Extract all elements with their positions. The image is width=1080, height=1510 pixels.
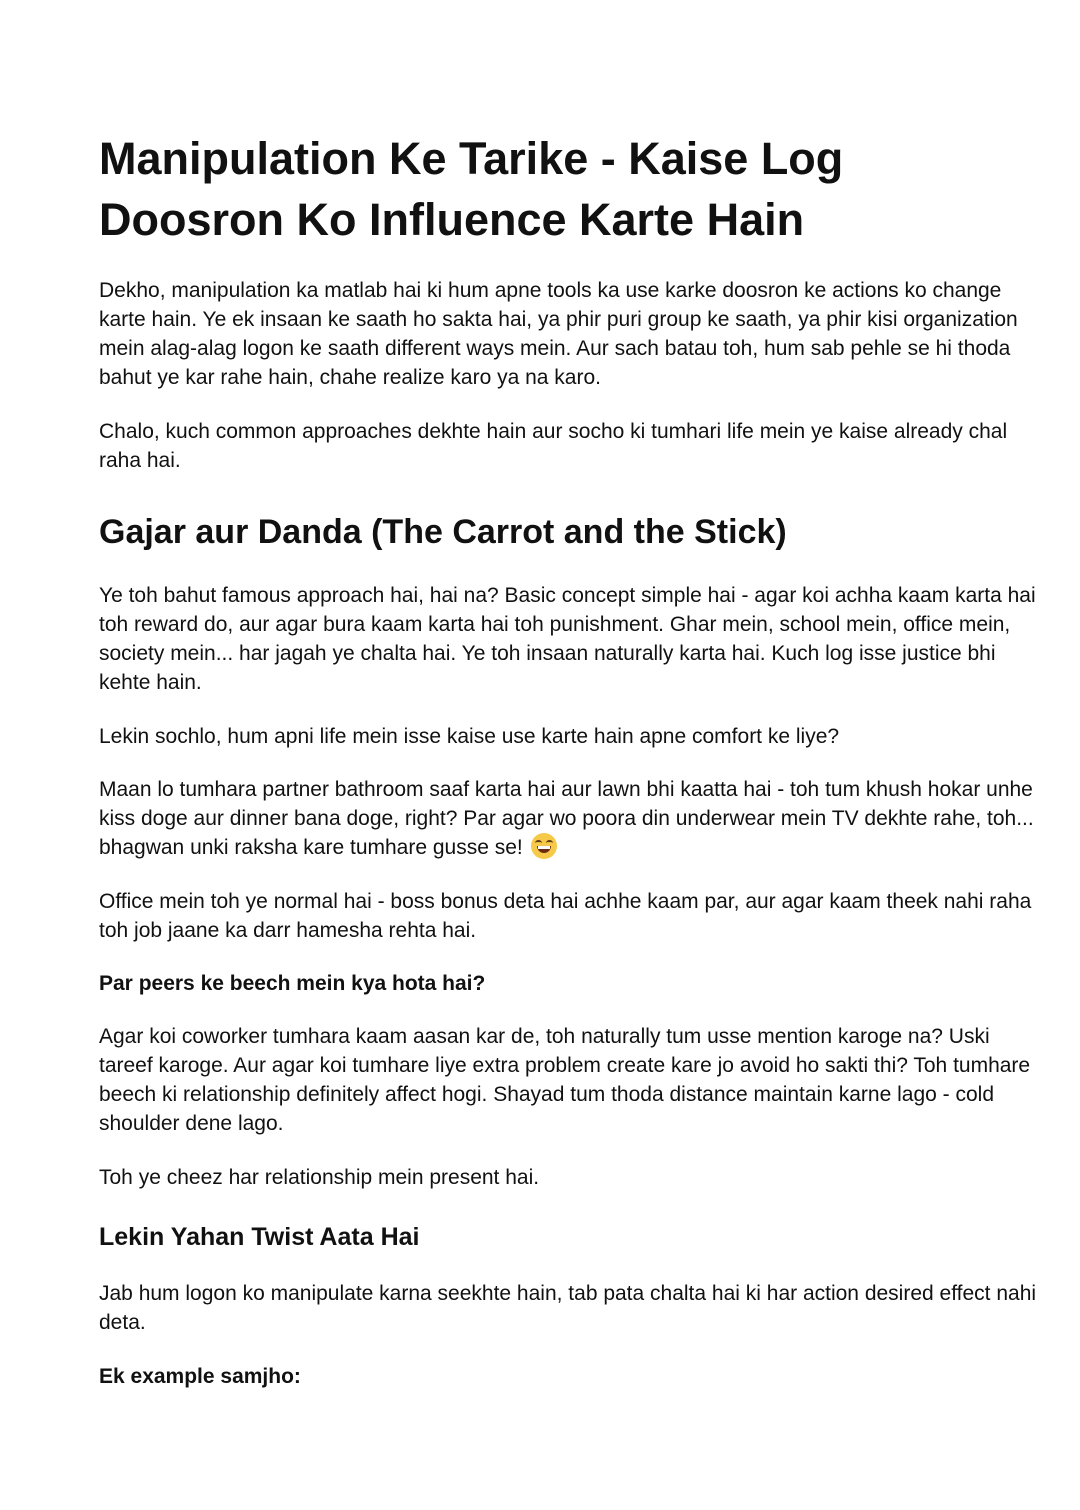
section-heading-carrot-stick: Gajar aur Danda (The Carrot and the Stick) — [99, 513, 787, 551]
section-1-paragraph-4: Office mein toh ye normal hai - boss bonus deta hai achhe kaam par, aur agar kaam theek nahi raha toh job jaane ka darr hamesha rehta hai. — [99, 890, 1032, 942]
grinning-face-icon — [531, 833, 557, 859]
section-1-paragraph-3-text: Maan lo tumhara partner bathroom saaf karta hai aur lawn bhi kaatta hai - toh tum khush hokar unhe kiss doge aur dinner bana doge, right? Par agar wo poora din underwear mein TV dekhte rahe, toh... bhagwan unki raksha kare tumhare gusse se! — [99, 778, 1034, 859]
section-1-paragraph-1: Ye toh bahut famous approach hai, hai na? Basic concept simple hai - agar koi achha kaam karta hai toh reward do, aur agar bura kaam karta hai toh punishment. Ghar mein, school mein, office mein, society mein... har jagah ye chalta hai. Ye toh insaan naturally karta hai. Kuch log isse justice bhi kehte hain. — [99, 584, 1036, 694]
page-title: Manipulation Ke Tarike - Kaise Log Doosron Ko Influence Karte Hain — [99, 133, 844, 245]
bold-example-line: Ek example samjho: — [99, 1365, 301, 1388]
section-1-paragraph-5: Agar koi coworker tumhara kaam aasan kar de, toh naturally tum usse mention karoge na? Uski tareef karoge. Aur agar koi tumhare liye extra problem create kare jo avoid ho sakti thi? Toh tumhare beech ki relationship definitely affect hogi. Shayad tum thoda distance maintain karne lago - cold shoulder dene lago. — [99, 1025, 1031, 1135]
bold-question: Par peers ke beech mein kya hota hai? — [99, 972, 486, 995]
section-1-paragraph-3 — [99, 775, 1044, 862]
section-2-paragraph-1: Jab hum logon ko manipulate karna seekhte hain, tab pata chalta hai ki har action desired effect nahi deta. — [99, 1282, 1037, 1334]
section-1-paragraph-2: Lekin sochlo, hum apni life mein isse kaise use karte hain apne comfort ke liye? — [99, 725, 840, 748]
intro-paragraph-1: Dekho, manipulation ka matlab hai ki hum apne tools ka use karke doosron ke actions ko change karte hain. Ye ek insaan ke saath ho sakta hai, ya phir puri group ke saath, ya phir kisi organization mein alag-alag logon ke saath different ways mein. Aur sach batau toh, hum sab pehle se hi thoda bahut ye kar rahe hain, chahe realize karo ya na karo. — [99, 279, 1018, 389]
intro-paragraph-2: Chalo, kuch common approaches dekhte hain aur socho ki tumhari life mein ye kaise already chal raha hai. — [99, 420, 1008, 472]
section-1-paragraph-6: Toh ye cheez har relationship mein present hai. — [99, 1166, 540, 1189]
section-heading-twist: Lekin Yahan Twist Aata Hai — [99, 1223, 420, 1251]
